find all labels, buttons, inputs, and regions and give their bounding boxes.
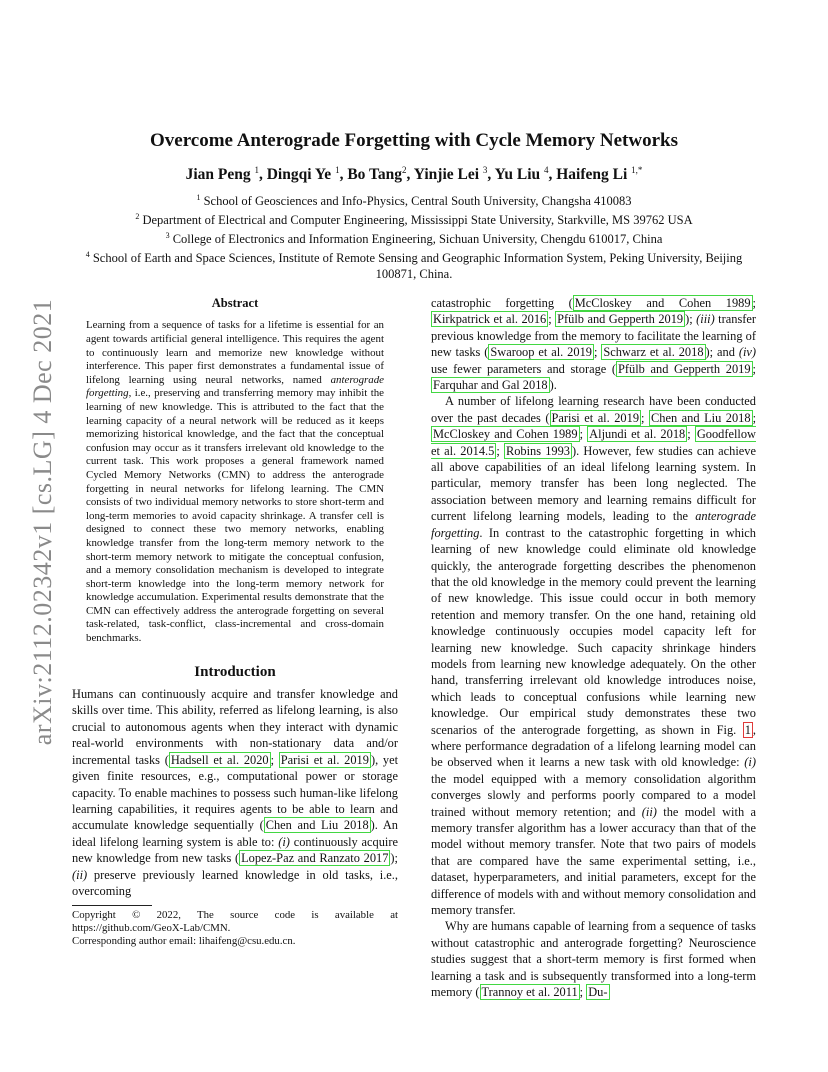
intro-paragraph: Humans can continuously acquire and transfer knowledge and skills over time. This ability, referred as lifelong learning, is also crucial to autonomous agents when they interact with dynamic real-world environments with non-stationary data and/or incremental tasks ( Hadsell et al. 2020 ; Parisi et al. 2019 ), yet given finite resources, e.g., computational power or storage capacity. To enable machines to possess such human-like lifelong learning capabilities, it requires agents to be able to learn and accumulate knowledge sequentially ( Chen and Liu 2018 ). An ideal lifelong learning system is able to: (i) continuously acquire new knowledge from new tasks ( Lopez-Paz and Ranzato 2017 ); (ii) preserve previously learned knowledge in old tasks, i.e., overcoming — [72, 687, 399, 898]
footnote-rule — [72, 905, 152, 906]
citation-link[interactable]: Schwarz et al. 2018 — [603, 345, 704, 360]
left-column — [72, 295, 398, 948]
paper-title: Overcome Anterograde Forgetting with Cycle Memory Networks — [150, 130, 678, 151]
figure-reference-link[interactable]: 1 — [744, 722, 751, 737]
citation-link[interactable]: Parisi et al. 2019 — [551, 410, 640, 425]
affiliation-list — [70, 190, 758, 282]
author-affil-mark: 1 — [254, 165, 259, 175]
body-paragraph: Why are humans capable of learning from a sequence of tasks without catastrophic and anterograde forgetting? Neuroscience studies suggest that a short-term memory is first formed when learning a task and is subsequently transformed into a long-term memory ( Trannoy et al. 2011 ; Du- — [431, 919, 756, 1000]
arxiv-side-stamp — [8, 292, 78, 752]
body-paragraph: catastrophic forgetting ( McCloskey and Cohen 1989 ; Kirkpatrick et al. 2016 ; Pfülb and Gepperth 2019 ); (iii) transfer previous knowledge from the memory to facilitate the learning of new tasks ( Swaroop et al. 2019 ; Schwarz et al. 2018 ); and (iv) use fewer parameters and storage ( Pfülb and Gepperth 2019 ; Farquhar and Gal 2018 ). — [431, 296, 757, 393]
affiliation-line: $^1$ School of Geosciences and Info-Physics, Central South University, Changsha 410083 — [196, 193, 632, 209]
author-name: Bo Tang — [347, 166, 403, 184]
citation-link[interactable]: McCloskey and Cohen 1989 — [574, 296, 751, 310]
author-affil-mark: 1,* — [631, 165, 643, 175]
author-name: Yinjie Lei — [413, 166, 480, 184]
citation-link[interactable]: Chen and Liu 2018 — [651, 410, 751, 425]
right-column — [431, 295, 756, 1000]
author-name: Jian Peng — [185, 166, 251, 184]
abstract-text: Learning from a sequence of tasks for a lifetime is essential for an agent towards artificial general intelligence. This requires the agent to continuously learn and memorize new knowledge without interference. This paper first demonstrates a fundamental issue of lifelong learning using neural networks, named anterograde forgetting, i.e., preserving and transferring memory may inhibit the learning of new knowledge. This is attributed to the fact that the learning capacity of a neural network will be reduced as it keeps memorizing historical knowledge, and the fact that the conceptual confusion may occur as it transfers irrelevant old knowledge to the current task. This work proposes a general framework named Cycled Memory Networks (CMN) to address the anterograde forgetting in neural networks for lifelong learning. The CMN consists of two individual memory networks to store short-term and long-term memories to avoid capacity shrinkage. A transfer cell is designed to connect these two memory networks, enabling knowledge transfer from the long-term memory network to the short-term memory network to mitigate the conceptual confusion, and a memory consolidation mechanism is developed to integrate short-term knowledge into the long-term memory network for knowledge accumulation. Experimental results demonstrate that the CMN can effectively address the anterograde forgetting on several task-related, task-conflict, class-incremental and cross-domain benchmarks. — [86, 319, 384, 645]
author-affil-mark: 3 — [482, 165, 488, 175]
email-footnote: Corresponding author email: lihaifeng@csu.edu.cn. — [72, 935, 296, 948]
citation-link[interactable]: McCloskey and Cohen 1989 — [433, 427, 578, 442]
author-name: Dingqi Ye — [266, 166, 332, 184]
arxiv-identifier: arXiv:2112.02342v1 [cs.LG] 4 Dec 2021 — [28, 298, 58, 746]
citation-link[interactable]: Lopez-Paz and Ranzato 2017 — [241, 851, 389, 866]
affiliation-line: $^3$ College of Electronics and Information Engineering, Sichuan University, Chengdu 610017, China — [165, 231, 663, 247]
author-name: Haifeng Li — [556, 166, 628, 184]
author-affil-mark: 4 — [544, 165, 549, 175]
citation-link[interactable]: Hadsell et al. 2020 — [170, 752, 269, 767]
copyright-footnote: Copyright © 2022, The source code is available at https://github.com/GeoX-Lab/CMN. — [72, 909, 398, 935]
body-paragraph: A number of lifelong learning research have been conducted over the past decades ( Parisi et al. 2019 ; Chen and Liu 2018 ; McCloskey and Cohen 1989 ; Aljundi et al. 2018 ; Goodfellow et al. 2014.5 ; Robins 1993 ). However, few studies can achieve all above capabilities of an ideal lifelong learning system. In particular, memory transfer has been long neglected. The association between memory and learning remains difficult for current lifelong learning models, leading to the anterograde forgetting. In contrast to the catastrophic forgetting in which learning of new knowledge could eliminate old knowledge quickly, the anterograde forgetting describes the phenomenon that the old knowledge in the memory could prevent the learning of new knowledge. This issue could occur in both memory retention and memory transfer. On the one hand, retaining old knowledge continuously occupies model capacity left for learning new knowledge. Such capacity shrinkage hinders models from learning new knowledge adequately. On the other hand, transferring irrelevant old knowledge introduces noise, which leads to conceptual confusions while learning new knowledge. Our empirical study demonstrates these two scenarios of the anterograde forgetting, as shown in Fig. 1 , where performance degradation of a lifelong learning model can be observed when it learns a new task with old knowledge: (i) the model equipped with a memory consolidation algorithm converges slowly and performs poorly compared to a model trained without memory retention; and (ii) the model with a memory transfer algorithm has a lower accuracy than that of the model without memory transfer. Note that two pairs of models that are compared have the same experimental setting, i.e., dataset, hyperparameters, and initial parameters, except for the difference of models with and without memory consolidation and memory transfer. — [431, 394, 757, 918]
author-name: Yu Liu — [494, 166, 541, 184]
citation-link[interactable]: Du- — [588, 985, 608, 1000]
introduction-heading: Introduction — [194, 663, 276, 680]
citation-link[interactable]: Farquhar and Gal 2018 — [433, 378, 548, 393]
citation-link[interactable]: Pfülb and Gepperth 2019 — [557, 312, 684, 327]
abstract-heading: Abstract — [211, 296, 259, 310]
author-affil-mark: 1 — [335, 165, 340, 175]
citation-link[interactable]: Kirkpatrick et al. 2016 — [433, 312, 547, 327]
affiliation-line: $^4$ School of Earth and Space Sciences, Institute of Remote Sensing and Geographic Information System, Peking University, Beijing 100871, China. — [85, 250, 743, 281]
citation-link[interactable]: Swaroop et al. 2019 — [490, 345, 592, 360]
citation-link[interactable]: Chen and Liu 2018 — [265, 818, 369, 833]
citation-link[interactable]: Robins 1993 — [505, 443, 570, 458]
citation-link[interactable]: Goodfellow et al. 2014.5 — [431, 427, 757, 458]
citation-link[interactable]: Trannoy et al. 2011 — [481, 985, 578, 1000]
affiliation-line: $^2$ Department of Electrical and Computer Engineering, Mississippi State University, Starkville, MS 39762 USA — [135, 212, 693, 228]
citation-link[interactable]: Pfülb and Gepperth 2019 — [618, 361, 751, 376]
citation-link[interactable]: Parisi et al. 2019 — [280, 752, 369, 767]
citation-link[interactable]: Aljundi et al. 2018 — [589, 427, 686, 442]
author-list: Jian Peng $^1$, Dingqi Ye $^1$, Bo Tang$^2$, Yinjie Lei $^3$, Yu Liu $^4$, Haifeng Li $^{1,*}$ — [185, 165, 643, 184]
author-affil-mark: 2 — [402, 165, 407, 175]
